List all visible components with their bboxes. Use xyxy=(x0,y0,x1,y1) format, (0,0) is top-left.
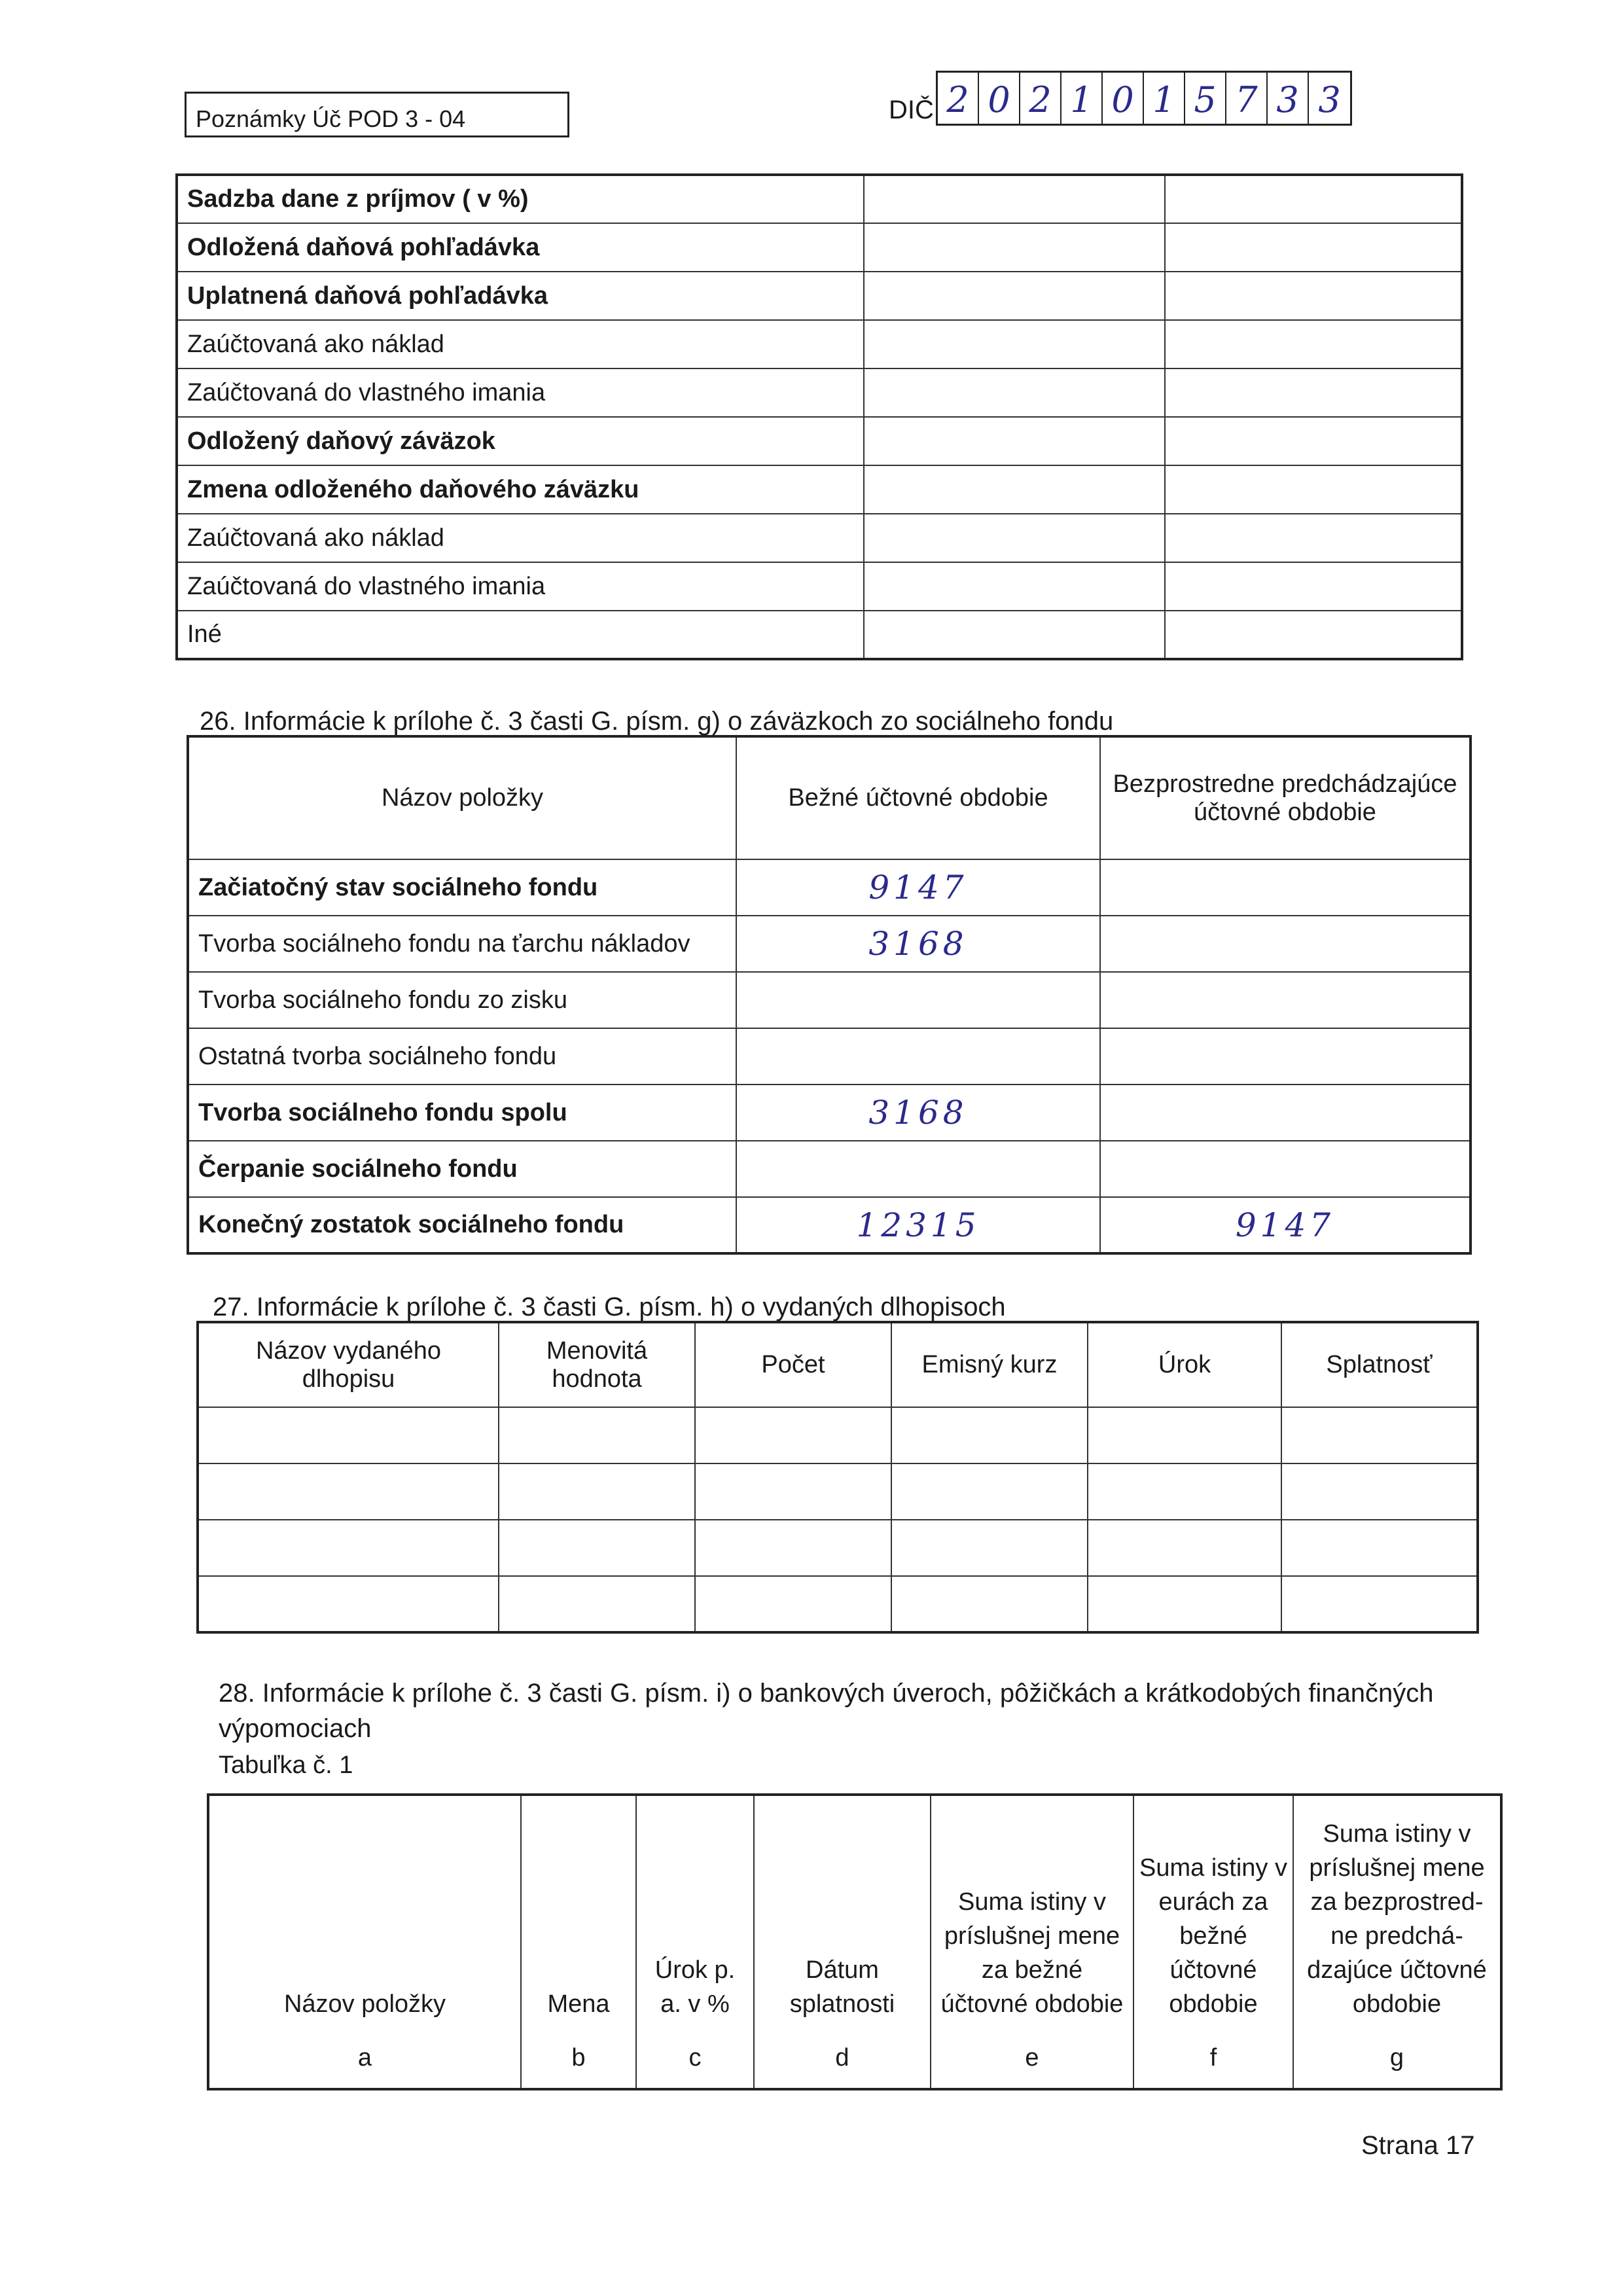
column-header xyxy=(1133,1795,1293,2089)
dic-digit: 0 xyxy=(979,73,1020,124)
column-label: Úrok p. a. v % xyxy=(654,1956,736,2018)
row-label: Konečný zostatok sociálneho fondu xyxy=(188,1197,736,1253)
empty-cell xyxy=(1088,1407,1281,1463)
column-letter: d xyxy=(835,2044,849,2072)
current-value xyxy=(736,1141,1100,1197)
column-header: Menovitá hodnota xyxy=(499,1322,695,1407)
row-label: Čerpanie sociálneho fondu xyxy=(188,1141,736,1197)
social-fund-table xyxy=(187,735,1472,1255)
table-caption: Tabuľka č. 1 xyxy=(219,1751,353,1779)
table-row xyxy=(198,1407,1478,1463)
column-header xyxy=(521,1795,636,2089)
value-cell-previous xyxy=(1165,611,1462,659)
empty-cell xyxy=(695,1576,891,1632)
col-previous: Bezprostredne predchádzajúce účtovné obdobie xyxy=(1100,736,1471,859)
column-header xyxy=(208,1795,521,2089)
dic-digit: 0 xyxy=(1103,73,1144,124)
column-header xyxy=(636,1795,754,2089)
col-name: Názov položky xyxy=(188,736,736,859)
current-value xyxy=(736,1028,1100,1085)
table-row xyxy=(177,611,1462,659)
row-label: Tvorba sociálneho fondu na ťarchu nákladov xyxy=(188,916,736,972)
dic-digit: 7 xyxy=(1226,73,1268,124)
empty-cell xyxy=(1281,1463,1478,1520)
table-row xyxy=(177,223,1462,272)
current-value: 9147 xyxy=(736,859,1100,916)
empty-cell xyxy=(499,1463,695,1520)
column-header xyxy=(1293,1795,1501,2089)
empty-cell xyxy=(1281,1407,1478,1463)
previous-value xyxy=(1100,916,1471,972)
table-row xyxy=(177,368,1462,417)
table-row xyxy=(188,1141,1471,1197)
dic-digit: 3 xyxy=(1268,73,1309,124)
empty-cell xyxy=(1281,1576,1478,1632)
column-letter: f xyxy=(1209,2044,1217,2072)
empty-cell xyxy=(499,1407,695,1463)
column-label: Dátum splatnosti xyxy=(789,1956,895,2018)
empty-cell xyxy=(198,1407,499,1463)
current-value: 3168 xyxy=(736,1085,1100,1141)
form-label: Poznámky Úč POD 3 - 04 xyxy=(185,92,569,137)
value-cell-previous xyxy=(1165,562,1462,611)
empty-cell xyxy=(1281,1520,1478,1576)
table-row xyxy=(177,417,1462,465)
column-letter: e xyxy=(1025,2044,1039,2072)
column-label: Názov položky xyxy=(283,1990,446,2018)
value-cell-current xyxy=(864,611,1165,659)
header-row xyxy=(208,1795,1501,2089)
column-letter: b xyxy=(571,2044,586,2072)
section-26-title: 26. Informácie k prílohe č. 3 časti G. písm. g) o záväzkoch zo sociálneho fondu xyxy=(200,707,1114,736)
dic-digit: 2 xyxy=(938,73,979,124)
value-cell-current xyxy=(864,417,1165,465)
previous-value xyxy=(1100,1141,1471,1197)
previous-value xyxy=(1100,972,1471,1028)
value-cell-previous xyxy=(1165,223,1462,272)
row-label: Zaúčtovaná do vlastného imania xyxy=(177,562,864,611)
row-label: Zmena odloženého daňového záväzku xyxy=(177,465,864,514)
section-28-title: 28. Informácie k prílohe č. 3 časti G. písm. i) o bankových úveroch, pôžičkách a krátkodobých finančných výpomociach xyxy=(219,1679,1434,1743)
value-cell-previous xyxy=(1165,368,1462,417)
table-row xyxy=(177,514,1462,562)
column-letter: c xyxy=(688,2044,702,2072)
value-cell-previous xyxy=(1165,272,1462,320)
dic-digit: 3 xyxy=(1318,79,1341,120)
current-value xyxy=(736,972,1100,1028)
column-header: Splatnosť xyxy=(1281,1322,1478,1407)
value-cell-current xyxy=(864,320,1165,368)
empty-cell xyxy=(1088,1576,1281,1632)
row-label: Odložený daňový záväzok xyxy=(177,417,864,465)
table-row xyxy=(188,972,1471,1028)
value-cell-previous xyxy=(1165,514,1462,562)
value-cell-previous xyxy=(1165,465,1462,514)
dic-digit: 1 xyxy=(1061,73,1103,124)
row-label: Uplatnená daňová pohľadávka xyxy=(177,272,864,320)
loans-table xyxy=(207,1793,1503,2090)
table-row xyxy=(188,1197,1471,1253)
value-cell-previous xyxy=(1165,175,1462,223)
column-header: Emisný kurz xyxy=(891,1322,1088,1407)
current-value: 12315 xyxy=(736,1197,1100,1253)
col-current: Bežné účtovné obdobie xyxy=(736,736,1100,859)
empty-cell xyxy=(499,1520,695,1576)
previous-value: 9147 xyxy=(1100,1197,1471,1253)
empty-cell xyxy=(891,1463,1088,1520)
value-cell-previous xyxy=(1165,417,1462,465)
table-row xyxy=(198,1520,1478,1576)
value-cell-current xyxy=(864,175,1165,223)
column-header: Úrok xyxy=(1088,1322,1281,1407)
table-row xyxy=(198,1463,1478,1520)
row-label: Začiatočný stav sociálneho fondu xyxy=(188,859,736,916)
table-row xyxy=(188,1085,1471,1141)
row-label: Sadzba dane z príjmov ( v %) xyxy=(177,175,864,223)
value-cell-current xyxy=(864,514,1165,562)
empty-cell xyxy=(198,1576,499,1632)
empty-cell xyxy=(695,1407,891,1463)
row-label: Tvorba sociálneho fondu spolu xyxy=(188,1085,736,1141)
table-row xyxy=(188,916,1471,972)
row-label: Zaúčtovaná ako náklad xyxy=(177,320,864,368)
row-label: Zaúčtovaná ako náklad xyxy=(177,514,864,562)
section-27-title: 27. Informácie k prílohe č. 3 časti G. písm. h) o vydaných dlhopisoch xyxy=(213,1293,1006,1321)
dic-digit-boxes xyxy=(936,71,1352,126)
table-row xyxy=(188,859,1471,916)
table-row xyxy=(177,562,1462,611)
dic-label: DIČ xyxy=(889,96,934,124)
value-cell-current xyxy=(864,272,1165,320)
empty-cell xyxy=(1088,1520,1281,1576)
column-label: Suma istiny v príslušnej mene za bežné účtovné obdobie xyxy=(940,1888,1124,2018)
column-header: Počet xyxy=(695,1322,891,1407)
row-label: Zaúčtovaná do vlastného imania xyxy=(177,368,864,417)
empty-cell xyxy=(891,1576,1088,1632)
column-label: Mena xyxy=(547,1990,610,2018)
dic-digit: 5 xyxy=(1185,73,1226,124)
row-label: Iné xyxy=(177,611,864,659)
table-row xyxy=(177,465,1462,514)
dic-digit: 1 xyxy=(1144,73,1185,124)
table-row xyxy=(198,1576,1478,1632)
value-cell-current xyxy=(864,223,1165,272)
column-label: Suma istiny v eurách za bežné účtovné obdobie xyxy=(1139,1854,1287,2018)
value-cell-current xyxy=(864,465,1165,514)
previous-value xyxy=(1100,1028,1471,1085)
value-cell-current xyxy=(864,368,1165,417)
empty-cell xyxy=(198,1520,499,1576)
column-letter: a xyxy=(357,2044,372,2072)
value-cell-previous xyxy=(1165,320,1462,368)
table-row xyxy=(177,272,1462,320)
column-header xyxy=(931,1795,1133,2089)
empty-cell xyxy=(891,1407,1088,1463)
row-label: Odložená daňová pohľadávka xyxy=(177,223,864,272)
bonds-table xyxy=(196,1321,1479,1634)
deferred-tax-table xyxy=(175,173,1463,660)
empty-cell xyxy=(499,1576,695,1632)
table-row xyxy=(177,175,1462,223)
empty-cell xyxy=(1088,1463,1281,1520)
empty-cell xyxy=(198,1463,499,1520)
column-label: Suma istiny v príslušnej mene za bezprostred-ne predchá-dzajúce účtovné obdobie xyxy=(1307,1820,1487,2018)
row-label: Tvorba sociálneho fondu zo zisku xyxy=(188,972,736,1028)
empty-cell xyxy=(695,1520,891,1576)
previous-value xyxy=(1100,1085,1471,1141)
column-letter: g xyxy=(1389,2044,1404,2072)
value-cell-current xyxy=(864,562,1165,611)
table-row xyxy=(177,320,1462,368)
header-row xyxy=(198,1322,1478,1407)
current-value: 3168 xyxy=(736,916,1100,972)
empty-cell xyxy=(891,1520,1088,1576)
empty-cell xyxy=(695,1463,891,1520)
page-number: Strana 17 xyxy=(1361,2131,1475,2160)
row-label: Ostatná tvorba sociálneho fondu xyxy=(188,1028,736,1085)
dic-digit: 2 xyxy=(1020,73,1061,124)
column-header xyxy=(754,1795,931,2089)
column-header: Názov vydaného dlhopisu xyxy=(198,1322,499,1407)
table-row xyxy=(188,1028,1471,1085)
previous-value xyxy=(1100,859,1471,916)
